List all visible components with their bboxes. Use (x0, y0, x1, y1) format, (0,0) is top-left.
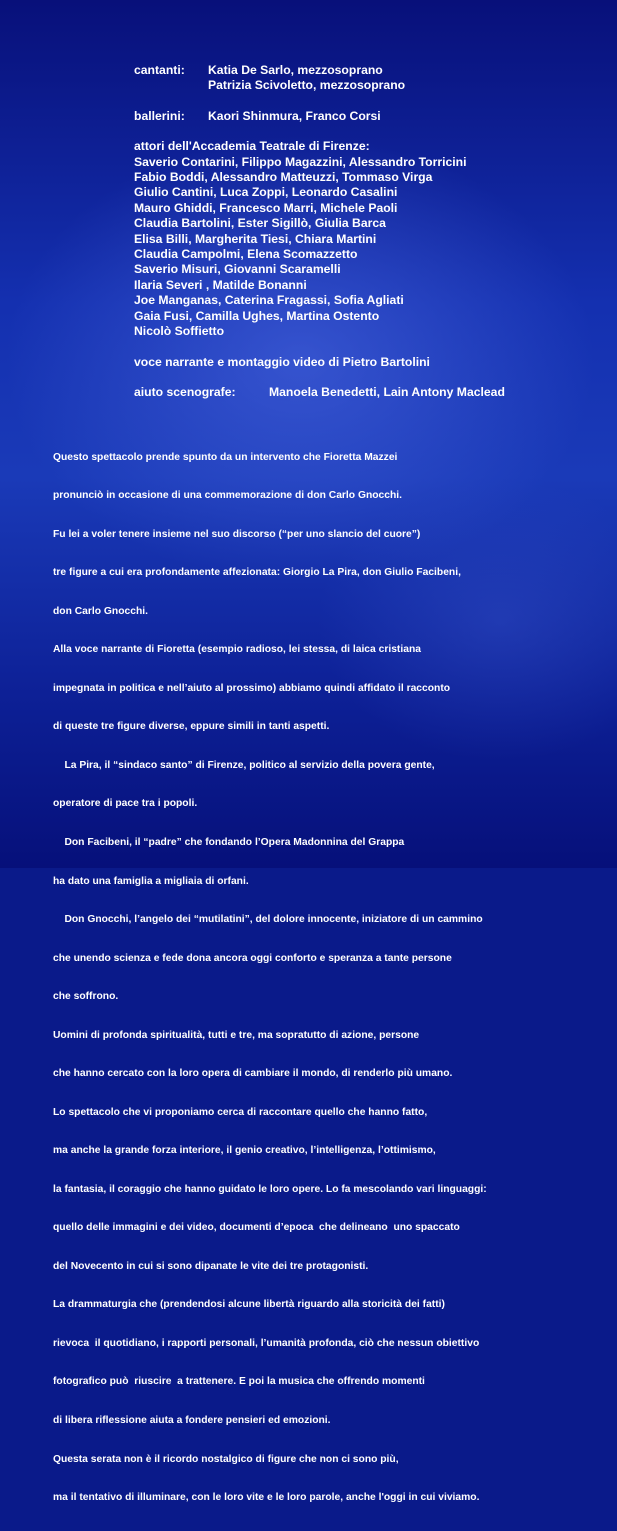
actors-list (134, 155, 604, 340)
text-line: Fu lei a voler tenere insieme nel suo discorso (“per uno slancio del cuore”) (53, 528, 421, 540)
text-line: la fantasia, il coraggio che hanno guidato le loro opere. Lo fa mescolando vari linguaggi: (53, 1183, 487, 1195)
text-line: Questa serata non è il ricordo nostalgico di figure che non ci sono più, (53, 1453, 399, 1465)
set-assistants-row (134, 385, 604, 400)
actor-line: Saverio Misuri, Giovanni Scaramelli (134, 262, 341, 277)
dancers-row (134, 109, 604, 124)
description-text (53, 426, 613, 1531)
actor-line: Gaia Fusi, Camilla Ughes, Martina Ostento (134, 308, 380, 323)
singers-row (134, 63, 604, 94)
set-assistants-label: aiuto scenografe: (134, 384, 236, 399)
text-line: tre figure a cui era profondamente affezionata: Giorgio La Pira, don Giulio Facibeni, (53, 567, 461, 579)
text-line: che hanno cercato con la loro opera di cambiare il mondo, di renderlo più umano. (53, 1068, 453, 1080)
text-line: rievoca il quotidiano, i rapporti personali, l’umanità profonda, ciò che nessun obiettivo (53, 1337, 480, 1349)
singer: Patrizia Scivoletto, mezzosoprano (208, 78, 406, 93)
dancers: Kaori Shinmura, Franco Corsi (208, 108, 381, 123)
text-line: fotografico può riuscire a trattenere. E poi la musica che offrendo momenti (53, 1376, 425, 1388)
actor-line: Nicolò Soffietto (134, 324, 225, 339)
text-line: Uomini di profonda spiritualità, tutti e tre, ma sopratutto di azione, persone (53, 1029, 420, 1041)
text-line: La Pira, il “sindaco santo” di Firenze, politico al servizio della povera gente, (53, 759, 435, 771)
text-line: che soffrono. (53, 991, 119, 1003)
set-assistants: Manoela Benedetti, Lain Antony Maclead (269, 384, 505, 399)
text-line: La drammaturgia che (prendendosi alcune libertà riguardo alla storicità dei fatti) (53, 1299, 445, 1311)
actor-line: Claudia Bartolini, Ester Sigillò, Giulia Barca (134, 216, 386, 231)
singer: Katia De Sarlo, mezzosoprano (208, 63, 383, 77)
actor-line: Giulio Cantini, Luca Zoppi, Leonardo Casalini (134, 185, 398, 200)
text-line: impegnata in politica e nell’aiuto al prossimo) abbiamo quindi affidato il racconto (53, 682, 451, 694)
text-line: che unendo scienza e fede dona ancora oggi conforto e speranza a tante persone (53, 952, 452, 964)
text-line: Don Facibeni, il “padre” che fondando l’Opera Madonnina del Grappa (53, 837, 405, 848)
text-line: del Novecento in cui si sono dipanate le vite dei tre protagonisti. (53, 1260, 369, 1272)
narrator-credit: voce narrante e montaggio video di Pietro Bartolini (134, 354, 430, 369)
text-line: Lo spettacolo che vi proponiamo cerca di raccontare quello che hanno fatto, (53, 1106, 428, 1118)
text-line: Alla voce narrante di Fioretta (esempio radioso, lei stessa, di laica cristiana (53, 644, 421, 656)
actor-line: Claudia Campolmi, Elena Scomazzetto (134, 247, 358, 262)
text-line: don Carlo Gnocchi. (53, 605, 148, 617)
actor-line: Fabio Boddi, Alessandro Matteuzzi, Tommaso Virga (134, 170, 433, 185)
text-line: di libera riflessione aiuta a fondere pensieri ed emozioni. (53, 1414, 331, 1426)
text-line: quello delle immagini e dei video, documenti d’epoca che delineano uno spaccato (53, 1222, 460, 1234)
singers-label: cantanti: (134, 63, 185, 77)
actors-heading: attori dell'Accademia Teatrale di Firenze: (134, 139, 370, 154)
text-line: ma anche la grande forza interiore, il genio creativo, l’intelligenza, l’ottimismo, (53, 1145, 436, 1157)
actor-line: Elisa Billi, Margherita Tiesi, Chiara Martini (134, 231, 377, 246)
text-line: di queste tre figure diverse, eppure simili in tanti aspetti. (53, 721, 330, 733)
text-line: pronunciò in occasione di una commemorazione di don Carlo Gnocchi. (53, 490, 402, 502)
text-line: operatore di pace tra i popoli. (53, 798, 198, 810)
dancers-label: ballerini: (134, 108, 185, 123)
singers-list (208, 63, 405, 94)
text-line: Don Gnocchi, l’angelo dei “mutilatini”, del dolore innocente, iniziatore di un cammino (53, 914, 483, 926)
actor-line: Ilaria Severi , Matilde Bonanni (134, 277, 307, 292)
text-line: ha dato una famiglia a migliaia di orfani. (53, 875, 249, 887)
text-line: ma il tentativo di illuminare, con le loro vite e le loro parole, anche l'oggi in cui viviamo. (53, 1492, 480, 1504)
actor-line: Saverio Contarini, Filippo Magazzini, Alessandro Torricini (134, 154, 467, 169)
credits-block (134, 63, 604, 400)
actor-line: Joe Manganas, Caterina Fragassi, Sofia Agliati (134, 293, 404, 308)
actor-line: Mauro Ghiddi, Francesco Marri, Michele Paoli (134, 200, 398, 215)
text-line: Questo spettacolo prende spunto da un intervento che Fioretta Mazzei (53, 451, 398, 463)
